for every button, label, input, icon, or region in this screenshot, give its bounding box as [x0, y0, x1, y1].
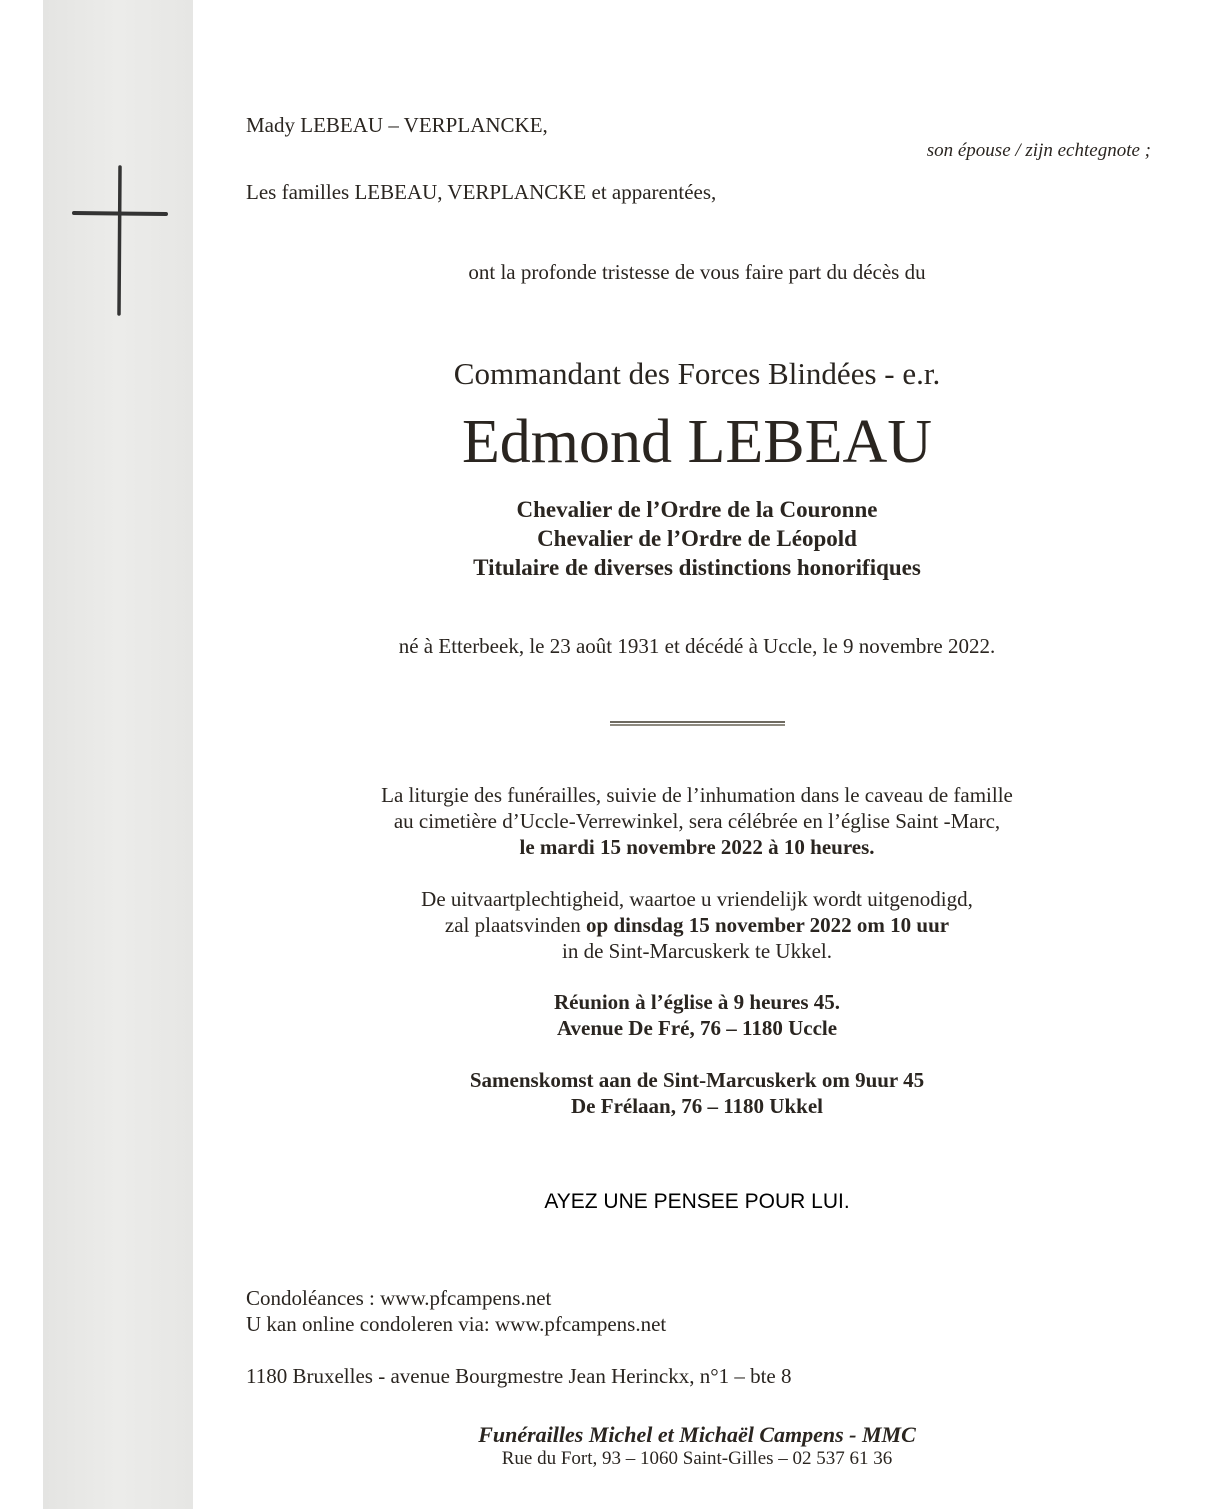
- meeting-nl-time: Samenskomst aan de Sint-Marcuskerk om 9uur 45: [469, 1068, 925, 1092]
- ceremony-fr-line1: La liturgie des funérailles, suivie de l’inhumation dans le caveau de famille: [381, 783, 1013, 807]
- ceremony-nl-line3: in de Sint-Marcuskerk te Ukkel.: [561, 939, 833, 963]
- ceremony-nl-line2: [193, 913, 1201, 938]
- funeral-home-address: Rue du Fort, 93 – 1060 Saint-Gilles – 02 537 61 36: [501, 1448, 893, 1469]
- condolences-fr: Condoléances : www.pfcampens.net: [246, 1286, 552, 1310]
- cross-icon: [70, 163, 170, 318]
- closing-line: AYEZ UNE PENSEE POUR LUI.: [544, 1190, 850, 1213]
- honor-1: Chevalier de l’Ordre de la Couronne: [516, 497, 878, 522]
- announcement: ont la profonde tristesse de vous faire part du décès du: [468, 260, 926, 284]
- ceremony-nl-date: op dinsdag 15 november 2022 om 10 uur: [586, 913, 950, 937]
- spouse-name: Mady LEBEAU – VERPLANCKE,: [246, 113, 548, 137]
- ceremony-fr-date: le mardi 15 novembre 2022 à 10 heures.: [519, 835, 875, 859]
- birth-death-dates: né à Etterbeek, le 23 août 1931 et décédé à Uccle, le 9 novembre 2022.: [398, 634, 996, 658]
- deceased-rank: Commandant des Forces Blindées - e.r.: [453, 356, 941, 391]
- meeting-fr-address: Avenue De Fré, 76 – 1180 Uccle: [556, 1016, 838, 1040]
- families-line: Les familles LEBEAU, VERPLANCKE et apparentées,: [246, 180, 717, 204]
- meeting-fr-time: Réunion à l’église à 9 heures 45.: [553, 990, 841, 1014]
- condolences-nl: U kan online condoleren via: www.pfcampens.net: [246, 1312, 667, 1336]
- deceased-name: Edmond LEBEAU: [461, 408, 933, 476]
- meeting-nl-address: De Frélaan, 76 – 1180 Ukkel: [571, 1094, 823, 1118]
- condolences-address: 1180 Bruxelles - avenue Bourgmestre Jean Herinckx, n°1 – bte 8: [246, 1364, 792, 1388]
- ceremony-fr-line2: au cimetière d’Uccle-Verrewinkel, sera célébrée en l’église Saint -Marc,: [393, 809, 1001, 833]
- honor-2: Chevalier de l’Ordre de Léopold: [537, 526, 857, 551]
- funeral-home-name: Funérailles Michel et Michaël Campens - MMC: [478, 1422, 916, 1447]
- ceremony-nl-line1: De uitvaartplechtigheid, waartoe u vriendelijk wordt uitgenodigd,: [421, 887, 973, 911]
- divider: [610, 721, 785, 726]
- honor-3: Titulaire de diverses distinctions honorifiques: [473, 555, 921, 580]
- spouse-role: son épouse / zijn echtegnote ;: [926, 140, 1151, 161]
- ceremony-nl-prefix: zal plaatsvinden: [444, 913, 587, 937]
